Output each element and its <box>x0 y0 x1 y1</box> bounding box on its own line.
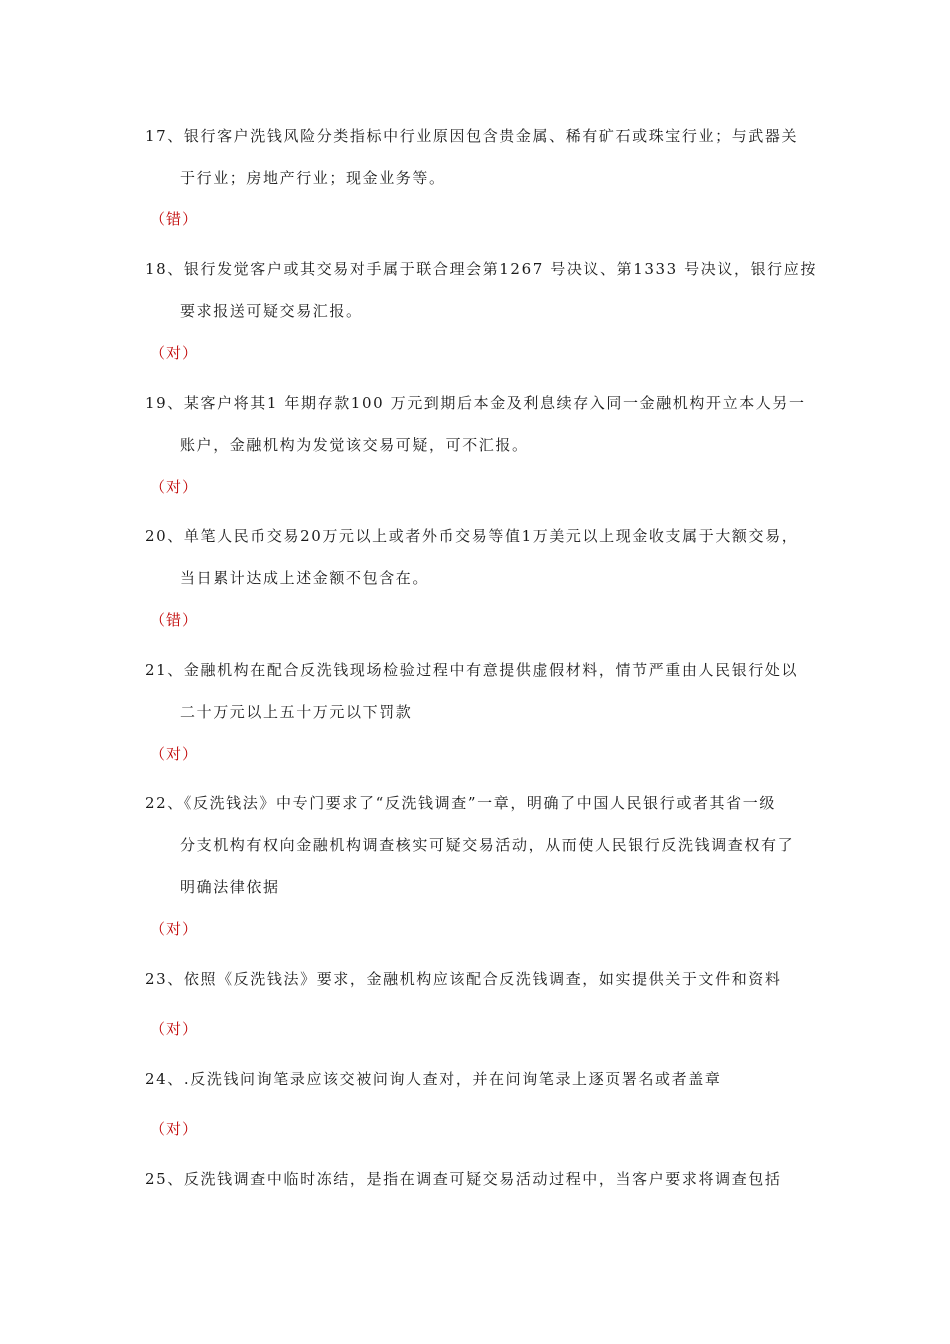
question-24-line-1: 24、.反洗钱问询笔录应该交被问询人查对，并在问询笔录上逐页署名或者盖章 <box>145 1070 722 1088</box>
question-23-line-1: 23、依照《反洗钱法》要求，金融机构应该配合反洗钱调查，如实提供关于文件和资料 <box>145 970 782 988</box>
question-20-line-2: 当日累计达成上述金额不包含在。 <box>180 569 430 587</box>
question-18-line-1: 18、银行发觉客户或其交易对手属于联合理会第1267 号决议、第1333 号决议，银行应按 <box>145 260 817 278</box>
question-19-line-2: 账户，金融机构为发觉该交易可疑，可不汇报。 <box>180 436 529 454</box>
question-25-line-1: 25、反洗钱调查中临时冻结，是指在调查可疑交易活动过程中，当客户要求将调查包括 <box>145 1170 782 1188</box>
question-22-line-2: 分支机构有权向金融机构调查核实可疑交易活动，从而使人民银行反洗钱调查权有了 <box>180 836 795 854</box>
question-22-answer: （对） <box>150 920 199 938</box>
question-21-line-1: 21、金融机构在配合反洗钱现场检验过程中有意提供虚假材料，情节严重由人民银行处以 <box>145 661 799 679</box>
question-19-line-1: 19、某客户将其1 年期存款100 万元到期后本金及利息续存入同一金融机构开立本人另一 <box>145 394 806 412</box>
question-18-answer: （对） <box>150 344 199 362</box>
question-18-line-2: 要求报送可疑交易汇报。 <box>180 302 363 320</box>
question-22-line-3: 明确法律依据 <box>180 878 280 896</box>
question-24-answer: （对） <box>150 1120 199 1138</box>
question-21-answer: （对） <box>150 745 199 763</box>
question-20-answer: （错） <box>150 611 199 629</box>
question-22-line-1: 22、《反洗钱法》中专门要求了“反洗钱调查”一章，明确了中国人民银行或者其省一级 <box>145 794 776 812</box>
question-17-line-2: 于行业；房地产行业；现金业务等。 <box>180 169 446 187</box>
question-17-answer: （错） <box>150 210 199 228</box>
question-19-answer: （对） <box>150 478 199 496</box>
question-21-line-2: 二十万元以上五十万元以下罚款 <box>180 703 413 721</box>
question-23-answer: （对） <box>150 1020 199 1038</box>
question-17-line-1: 17、银行客户洗钱风险分类指标中行业原因包含贵金属、稀有矿石或珠宝行业；与武器关 <box>145 127 799 145</box>
question-20-line-1: 20、单笔人民币交易20万元以上或者外币交易等值1万美元以上现金收支属于大额交易， <box>145 527 799 545</box>
